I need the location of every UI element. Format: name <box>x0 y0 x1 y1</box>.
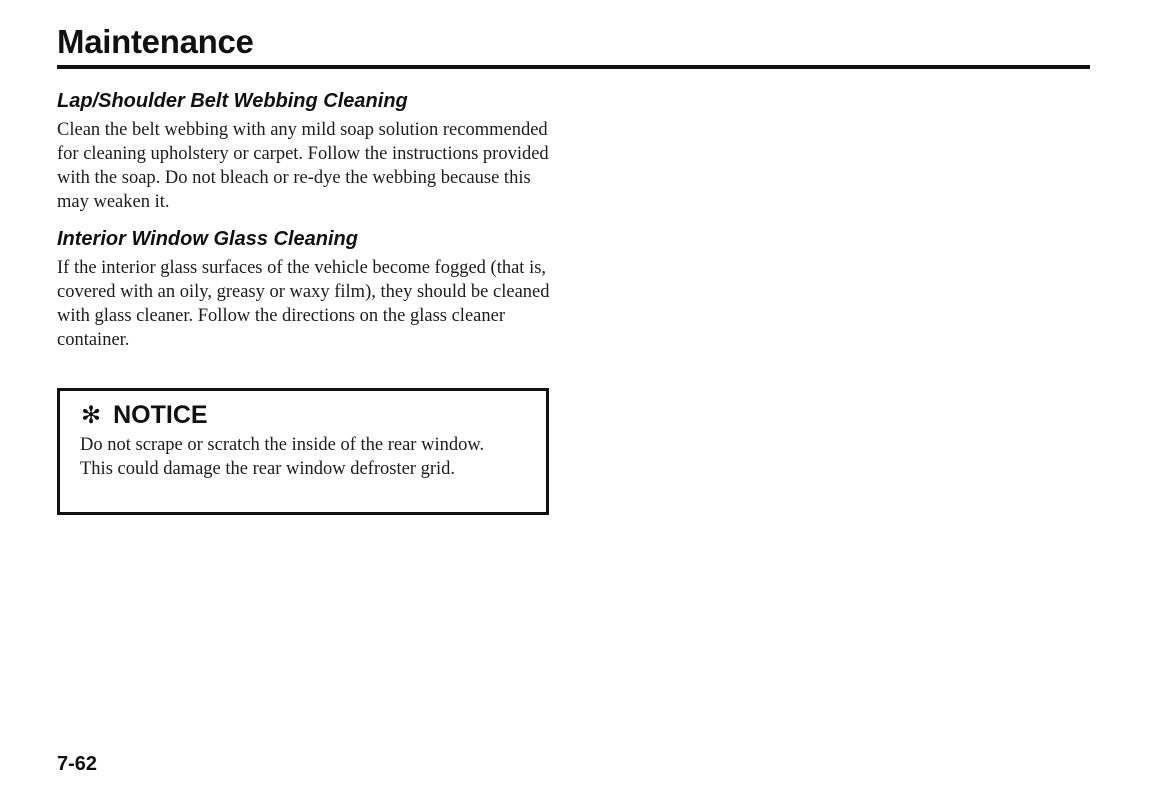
section-heading: Lap/Shoulder Belt Webbing Cleaning <box>57 90 408 112</box>
section-body: If the interior glass surfaces of the vehicle become fogged (that is, covered with an oily, greasy or waxy film), they should be cleaned with glass cleaner. Follow the directions on the glass cleaner container. <box>57 258 550 350</box>
content-column <box>57 86 557 352</box>
section-window-glass-cleaning <box>57 224 557 352</box>
notice-title: NOTICE <box>113 401 208 429</box>
notice-text: Do not scrape or scratch the inside of the rear window. This could damage the rear window defroster grid. <box>80 435 485 479</box>
section-heading: Interior Window Glass Cleaning <box>57 228 358 250</box>
page-title: Maintenance <box>57 23 254 60</box>
notice-box <box>57 388 549 515</box>
section-belt-webbing-cleaning <box>57 86 557 214</box>
asterisk-icon: ✻ <box>81 401 102 429</box>
section-body: Clean the belt webbing with any mild soap solution recommended for cleaning upholstery or carpet. Follow the instructions provided with the soap. Do not bleach or re-dye the webbing because this may weaken it. <box>57 120 549 212</box>
title-rule <box>57 65 1090 69</box>
notice-header <box>81 397 208 433</box>
page-number: 7-62 <box>57 753 98 775</box>
